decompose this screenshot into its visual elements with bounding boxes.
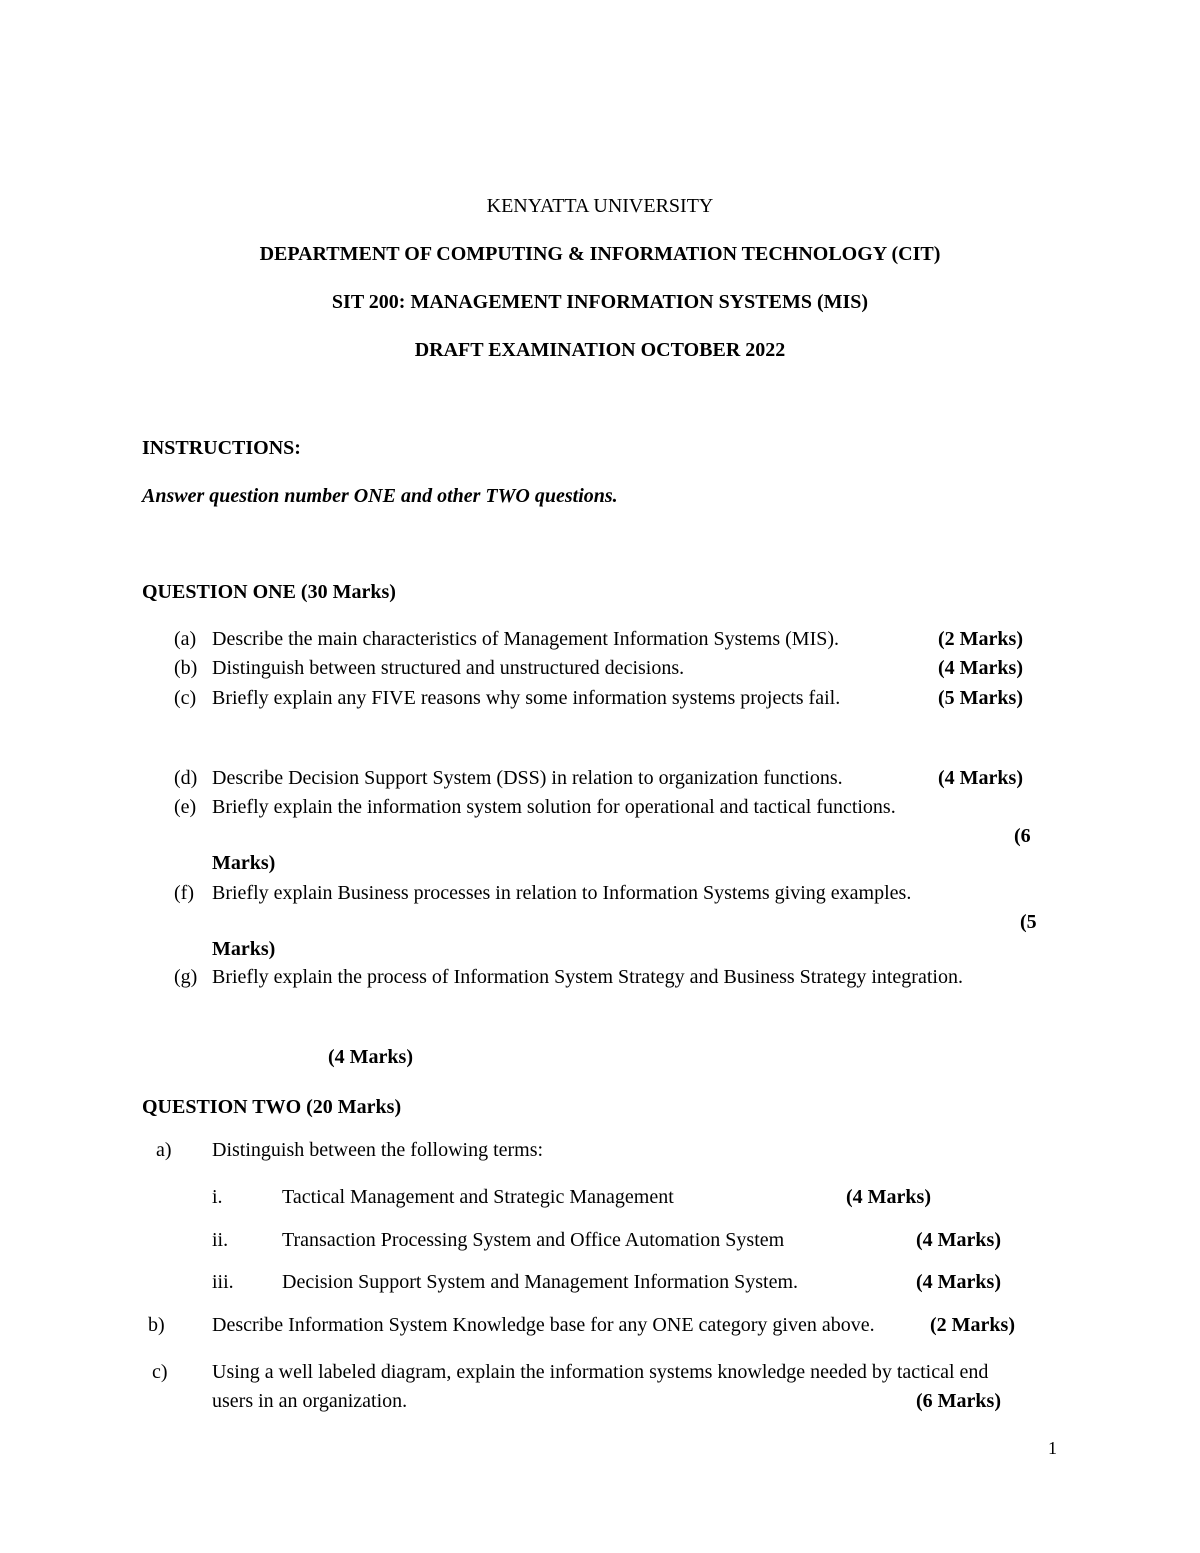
q1-item-text: Briefly explain any FIVE reasons why some information systems projects fail. [212, 687, 841, 709]
exam-title: DRAFT EXAMINATION OCTOBER 2022 [414, 339, 786, 361]
q2-item-marks: (2 Marks) [930, 1314, 1015, 1336]
q1-item-label: (f) [174, 882, 194, 904]
q1-item-label: (d) [174, 767, 198, 789]
q1-item-marks: (2 Marks) [938, 628, 1023, 650]
q1-item-label: (a) [174, 628, 197, 650]
department-name: DEPARTMENT OF COMPUTING & INFORMATION TECHNOLOGY (CIT) [259, 243, 941, 265]
q2-subitem-label: iii. [212, 1271, 234, 1293]
q2-item-text: Using a well labeled diagram, explain the information systems knowledge needed by tactical end [212, 1361, 989, 1383]
q1-item-text: Briefly explain the process of Information System Strategy and Business Strategy integration. [212, 966, 963, 988]
q1-item-text: Briefly explain Business processes in relation to Information Systems giving examples. [212, 882, 912, 904]
q1-item-text: Distinguish between structured and unstructured decisions. [212, 657, 685, 679]
q1-item-marks: (5 Marks) [938, 687, 1023, 709]
q1-item-text: Describe the main characteristics of Management Information Systems (MIS). [212, 628, 840, 650]
q2-subitem-marks: (4 Marks) [916, 1229, 1001, 1251]
q1-item-marks: Marks) [212, 938, 276, 960]
course-title: SIT 200: MANAGEMENT INFORMATION SYSTEMS (MIS) [331, 291, 869, 313]
question-two-heading: QUESTION TWO (20 Marks) [142, 1096, 402, 1118]
q1-item-label: (c) [174, 687, 197, 709]
q2-item-label: b) [148, 1314, 165, 1336]
q2-subitem-marks: (4 Marks) [846, 1186, 931, 1208]
q1-item-label: (g) [174, 966, 198, 988]
q1-item-marks: (6 [1014, 825, 1031, 847]
q2-subitem-marks: (4 Marks) [916, 1271, 1001, 1293]
university-name: KENYATTA UNIVERSITY [486, 195, 714, 217]
q2-subitem-label: i. [212, 1186, 223, 1208]
q1-item-text: Describe Decision Support System (DSS) in relation to organization functions. [212, 767, 843, 789]
q2-item-text: users in an organization. [212, 1390, 408, 1412]
q2-subitem-text: Decision Support System and Management Information System. [282, 1271, 799, 1293]
q1-item-text: Briefly explain the information system solution for operational and tactical functions. [212, 796, 896, 818]
question-one-heading: QUESTION ONE (30 Marks) [142, 581, 396, 603]
q2-item-marks: (6 Marks) [916, 1390, 1001, 1412]
instructions-heading: INSTRUCTIONS: [142, 437, 301, 459]
q1-item-marks: (4 Marks) [328, 1046, 413, 1068]
page-number: 1 [1048, 1438, 1057, 1458]
q2-item-text: Distinguish between the following terms: [212, 1139, 544, 1161]
q2-item-label: c) [152, 1361, 168, 1383]
q1-item-marks: (5 [1020, 911, 1037, 933]
q1-item-marks: (4 Marks) [938, 767, 1023, 789]
q2-subitem-label: ii. [212, 1229, 229, 1251]
q2-subitem-text: Tactical Management and Strategic Management [282, 1186, 674, 1208]
q2-item-label: a) [156, 1139, 172, 1161]
q1-item-marks: Marks) [212, 852, 276, 874]
q1-item-marks: (4 Marks) [938, 657, 1023, 679]
q2-subitem-text: Transaction Processing System and Office Automation System [282, 1229, 785, 1251]
q1-item-label: (e) [174, 796, 197, 818]
q1-item-label: (b) [174, 657, 198, 679]
instructions-text: Answer question number ONE and other TWO questions. [142, 485, 618, 507]
q2-item-text: Describe Information System Knowledge base for any ONE category given above. [212, 1314, 875, 1336]
